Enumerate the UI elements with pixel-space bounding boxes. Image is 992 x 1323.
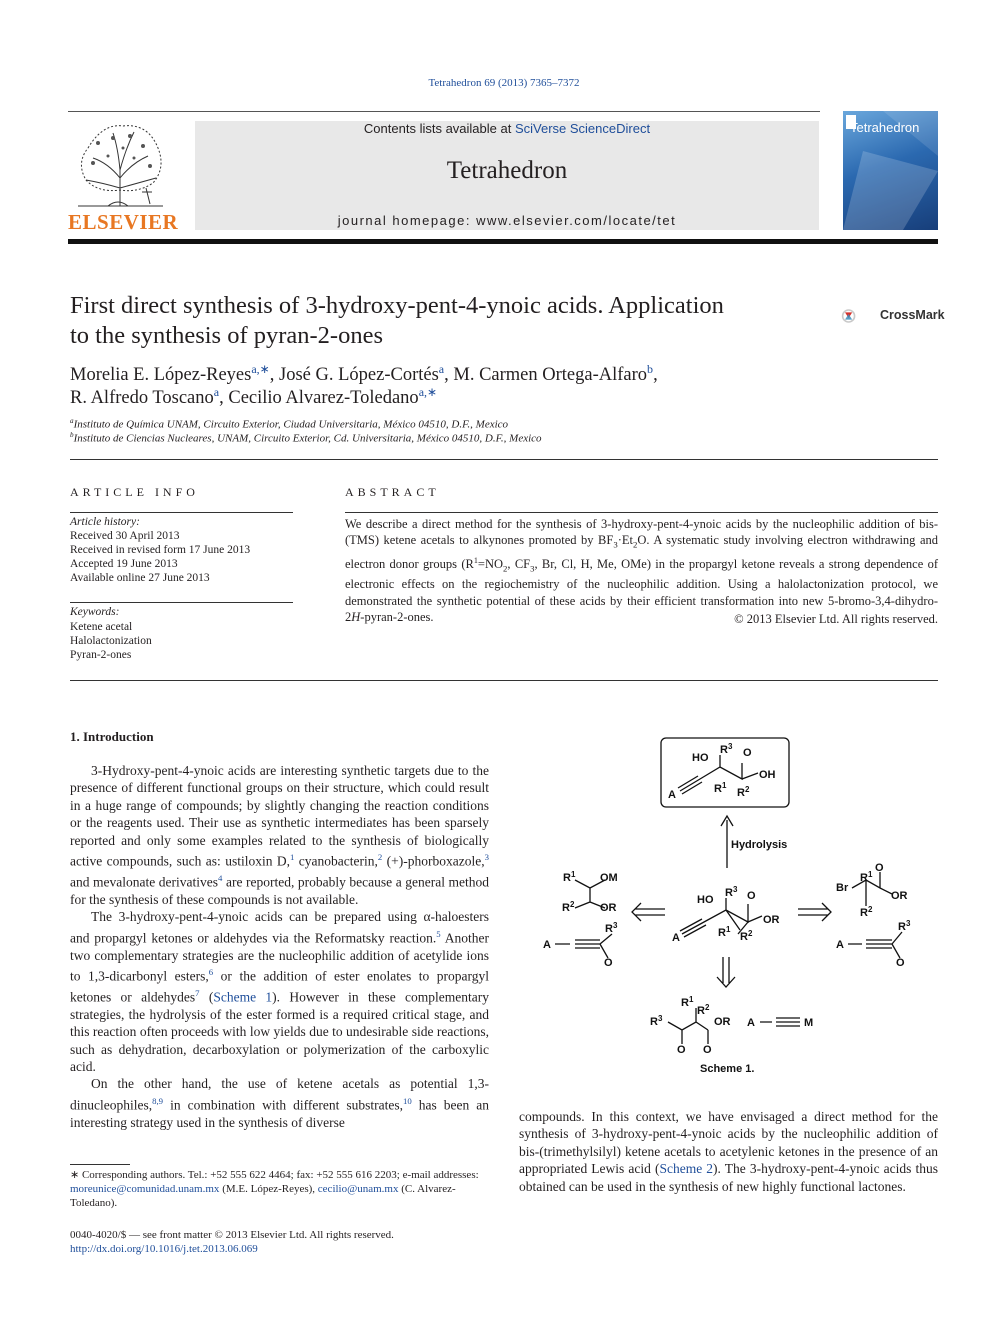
scheme-label: O <box>747 890 756 902</box>
scheme-label: O <box>703 1044 712 1056</box>
author-sep: , <box>653 365 658 386</box>
paragraph <box>70 908 489 1075</box>
journal-name: Tetrahedron <box>446 157 568 184</box>
scheme-label: OR <box>891 890 908 902</box>
scheme-label: $R^1$ <box>681 995 694 1009</box>
author-line-1 <box>70 362 658 386</box>
scheme-label: $R^1$ <box>860 870 873 884</box>
author-name[interactable]: Morelia E. López-Reyes <box>70 365 252 386</box>
scheme-label: $R^2$ <box>740 929 753 943</box>
paragraph-text: ( <box>199 989 214 1005</box>
issn-line: 0040-4020/$ — see front matter © 2013 Elsevier Ltd. All rights reserved. <box>70 1229 394 1241</box>
scheme-label: $R^3$ <box>898 919 911 933</box>
abstract-text: O. A systematic study involving electron withdrawing and electron donor groups (R <box>345 533 938 571</box>
reference-link[interactable]: 6 <box>208 966 214 977</box>
author-affil-mark[interactable]: a <box>213 385 220 399</box>
scheme-2-link[interactable]: Scheme 2 <box>659 1161 714 1177</box>
crossmark-icon[interactable] <box>841 297 881 335</box>
keyword: Ketene acetal <box>70 621 133 633</box>
scheme-label: $R^3$ <box>725 885 738 899</box>
paragraph-text: The 3-hydroxy-pent-4-ynoic acids can be prepared using α-haloesters and propargyl ketones or aldehydes via the Reformatsky reaction. <box>70 909 489 946</box>
affiliation-b <box>70 431 542 445</box>
scheme-label: $R^3$ <box>720 742 733 756</box>
reference-link[interactable]: 1 <box>289 852 295 863</box>
article-title <box>70 291 810 351</box>
scheme-label: $R^1$ <box>718 925 731 939</box>
paragraph-text: Another two complementary strategies are the nucleophilic addition of acetylide ions to 1,3-dicarbonyl esters, <box>70 930 489 984</box>
scheme-label: $R^2$ <box>697 1003 710 1017</box>
paragraph-text: or the addition of ester enolates to propargyl ketones or aldehydes <box>70 968 490 1005</box>
author-name[interactable]: M. Carmen Ortega-Alfaro <box>453 365 648 386</box>
author-sep: , <box>269 365 279 386</box>
scheme-label: $R^3$ <box>605 921 618 935</box>
online-date: Available online 27 June 2013 <box>70 572 210 584</box>
scheme-label: O <box>875 862 884 874</box>
footnote-text: ∗ Corresponding authors. Tel.: +52 555 622 4464; fax: +52 555 616 2203; e-mail addresses: <box>70 1169 479 1181</box>
history-label: Article history: <box>70 516 140 528</box>
paragraph <box>70 1075 489 1131</box>
scheme-label: $R^2$ <box>562 900 575 914</box>
body-column-left <box>70 762 489 1131</box>
scheme-label: $R^1$ <box>714 781 727 795</box>
reference-link[interactable]: 2 <box>377 852 383 863</box>
abstract-rule <box>345 512 938 513</box>
reference-link[interactable]: 3 <box>484 852 489 863</box>
homepage-prefix: journal homepage: <box>337 213 477 228</box>
abstract-text: , Br, Cl, H, Me, OMe) in the propargyl ketone reveals a strong dependence of electronic effects on the regiochemistry of the nucleophilic addition. Using a halolactonization protocol, we demonstrated the synthetic potential of these acids by their efficient transformation into new 5-bromo-3,4-dihydro-2 <box>345 556 938 624</box>
affiliation-mark: a <box>70 417 74 425</box>
paragraph <box>519 1108 938 1195</box>
scheme-label: HO <box>697 894 714 906</box>
info-rule <box>70 602 293 603</box>
paragraph-text: compounds. In this context, we have envisaged a direct method for the synthesis of 3-hydroxy-pent-4-ynoic acids by the nucleophilic addition of bis-(trimethylsilyl) ketene acetals to acetylenic ketones in the presence of an appropriated Lewis acid ( <box>519 1109 938 1177</box>
abstract-text: -pyran-2-ones. <box>360 609 434 624</box>
paragraph-text: ). The 3-hydroxy-pent-4-ynoic acids thus obtained can be used in the synthesis of new highly functional lactones. <box>519 1161 938 1194</box>
received-date: Received 30 April 2013 <box>70 530 180 542</box>
keywords-label: Keywords: <box>70 606 120 618</box>
scheme-label: OM <box>600 872 618 884</box>
paragraph-text: On the other hand, the use of ketene acetals as potential 1,3-dinucleophiles, <box>70 1076 489 1113</box>
cover-title: Tetrahedron <box>850 120 920 135</box>
scheme-label: A <box>747 1017 755 1029</box>
paragraph-text: cyanobacterin, <box>294 853 378 869</box>
journal-homepage <box>195 213 819 228</box>
author-sep: , <box>444 365 454 386</box>
paragraph-text: are reported, probably because a general method for the synthesis of these compounds is not available. <box>70 874 489 907</box>
scheme-label: HO <box>692 752 709 764</box>
homepage-url-link[interactable]: www.elsevier.com/locate/tet <box>476 213 677 228</box>
scheme-caption: Scheme 1. <box>700 1063 755 1075</box>
scheme-label: OH <box>759 769 776 781</box>
hydrolysis-label: Hydrolysis <box>731 839 788 851</box>
corresponding-footnote <box>70 1168 489 1210</box>
abstract-text: We describe a direct method for the synthesis of 3-hydroxy-pent-4-ynoic acids by the nucleophilic addition of bis-(TMS) ketene acetals to alkynones promoted by BF <box>345 517 938 548</box>
email-link[interactable]: moreunice@comunidad.unam.mx <box>70 1183 220 1195</box>
scheme-label: A <box>836 939 844 951</box>
abstract-body: We describe a direct method for the synthesis of 3-hydroxy-pent-4-ynoic acids by the nucleophilic addition of bis-(TMS) ketene acetals to alkynones promoted by $BF_3\cdot Et_2O$. A systematic study involving electron withdrawing and electron donor groups ($R^1=NO_2$, $CF_3$, Br, Cl, H, Me, OMe) in the propargyl ketone reveals a strong dependence of electronic effects on the regiochemistry of the nucleophilic addition. Using a halolactonization protocol, we demonstrated the synthetic potential of these acids by their efficient transformation into new 5-bromo-3,4-dihydro-2H-pyran-2-ones. <box>345 517 938 624</box>
author-name[interactable]: R. Alfredo Toscano <box>70 388 214 409</box>
footnote-text: (C. Alvarez-Toledano). <box>70 1183 456 1209</box>
reference-link[interactable]: 4 <box>218 872 223 883</box>
scheme-1-link[interactable]: Scheme 1 <box>213 989 273 1005</box>
header-rule <box>68 111 820 112</box>
scheme-label: OR <box>763 914 780 926</box>
footnote-rule <box>70 1164 130 1165</box>
author-affil-mark[interactable]: b <box>647 362 654 376</box>
reference-link[interactable]: 5 <box>436 928 441 939</box>
paragraph-text: (+)-phorboxazole, <box>382 853 485 869</box>
contents-prefix: Contents lists available at <box>363 121 515 136</box>
scheme-label: O <box>743 747 752 759</box>
reference-link[interactable]: 10 <box>402 1095 412 1106</box>
title-line-2: to the synthesis of pyran-2-ones <box>70 322 383 349</box>
email-link[interactable]: cecilio@unam.mx <box>317 1183 399 1195</box>
scheme-label: OR <box>714 1016 731 1028</box>
section-rule <box>70 459 938 460</box>
title-line-1: First direct synthesis of 3-hydroxy-pent-4-ynoic acids. Application <box>70 292 724 319</box>
abstract-text: , CF <box>507 556 531 571</box>
scheme-label: O <box>677 1044 686 1056</box>
affiliation-a <box>70 417 508 431</box>
footnote-text: (M.E. López-Reyes), <box>219 1183 318 1195</box>
contents-availability <box>195 121 819 136</box>
paragraph-text: ). However in these complementary strategies, the hydrolysis of the ester formed is a required critical stage, and this reaction often proceeds with low yields due to undesirable side reactions, such as dehydration, decarboxylation or polymerization of the carboxylic acid. <box>70 989 489 1074</box>
elsevier-wordmark: ELSEVIER <box>68 210 179 234</box>
scheme-label: $R^1$ <box>563 870 576 884</box>
scheme-label: $R^3$ <box>650 1014 663 1028</box>
affiliation-mark: b <box>70 431 74 439</box>
abstract-copyright: © 2013 Elsevier Ltd. All rights reserved. <box>734 612 938 626</box>
keyword: Pyran-2-ones <box>70 649 132 661</box>
paragraph-text: and mevalonate derivatives <box>70 874 219 890</box>
doi-link[interactable]: http://dx.doi.org/10.1016/j.tet.2013.06.069 <box>70 1243 258 1255</box>
scheme-label: OR <box>600 902 617 914</box>
scheme-label: A <box>672 932 680 944</box>
affiliation-text: Instituto de Química UNAM, Circuito Exterior, Ciudad Universitaria, México 04510, D.F., Mexico <box>73 418 509 431</box>
paragraph-text: in combination with different substrates, <box>163 1097 403 1113</box>
paragraph-text: has been an interesting strategy used in the synthesis of diverse <box>70 1097 489 1130</box>
paragraph-text: 3-Hydroxy-pent-4-ynoic acids are interesting synthetic targets due to the presence of different functional groups on their structure, which could result in a huge range of compounds; by slightly changing the reaction conditions or the reagents used. Their use as synthetic intermediates has been sparsely reported and only some examples related to the synthesis of biologically active compounds, such as: ustiloxin D, <box>70 763 489 869</box>
reference-link[interactable]: 7 <box>195 987 200 998</box>
revised-date: Received in revised form 17 June 2013 <box>70 544 251 556</box>
accepted-date: Accepted 19 June 2013 <box>70 558 178 570</box>
author-name[interactable]: Cecilio Alvarez-Toledano <box>228 388 419 409</box>
keyword: Halolactonization <box>70 635 152 647</box>
reference-link[interactable]: 8,9 <box>152 1095 164 1106</box>
article-info-heading: ARTICLE INFO <box>70 485 199 499</box>
author-line-2 <box>70 385 437 409</box>
scheme-label: O <box>896 957 905 969</box>
abstract-heading: ABSTRACT <box>345 485 440 499</box>
scheme-label: M <box>804 1017 814 1029</box>
author-affil-mark[interactable]: a <box>438 362 445 376</box>
scheme-label: A <box>543 939 551 951</box>
author-name[interactable]: José G. López-Cortés <box>279 365 439 386</box>
scheme-1-figure <box>530 732 930 1082</box>
abstract-text: =NO <box>477 556 504 571</box>
scheme-label: A <box>668 789 676 801</box>
affiliation-text: Instituto de Ciencias Nucleares, UNAM, Circuito Exterior, Cd. Universitaria, México 04510, D.F., Mexico <box>73 432 542 445</box>
header-thick-rule <box>68 239 938 244</box>
section-rule <box>70 680 938 681</box>
info-rule <box>70 512 293 513</box>
scheme-label: $R^2$ <box>737 785 750 799</box>
journal-cover-image[interactable] <box>843 111 938 230</box>
author-sep: , <box>219 388 229 409</box>
author-affil-mark[interactable]: a,∗ <box>251 362 270 376</box>
crossmark-label[interactable]: CrossMark <box>880 308 945 322</box>
author-affil-mark[interactable]: a,∗ <box>418 385 438 399</box>
front-matter <box>70 1228 394 1256</box>
paragraph <box>70 762 489 908</box>
scheme-label: Br <box>836 882 849 894</box>
scheme-label: O <box>604 957 613 969</box>
sciencedirect-link[interactable]: SciVerse ScienceDirect <box>514 121 651 136</box>
body-column-right <box>519 1108 938 1195</box>
introduction-heading: 1. Introduction <box>70 729 154 744</box>
scheme-label: $R^2$ <box>860 905 873 919</box>
journal-reference-link[interactable]: Tetrahedron 69 (2013) 7365–7372 <box>428 77 580 89</box>
